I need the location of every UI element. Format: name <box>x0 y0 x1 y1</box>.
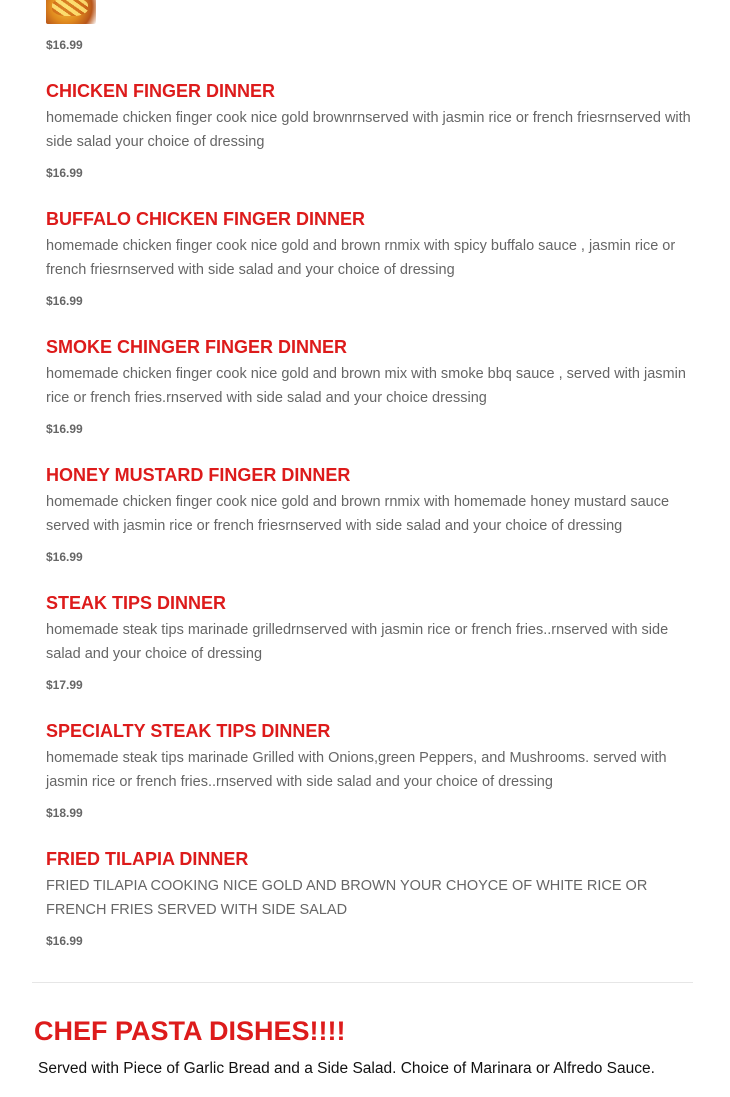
item-price: $16.99 <box>46 38 83 52</box>
menu-item[interactable] <box>46 592 692 720</box>
menu-item-price: $16.99 <box>46 166 83 180</box>
menu-item-list <box>46 80 692 976</box>
section-divider <box>32 982 693 983</box>
menu-item-title[interactable]: FRIED TILAPIA DINNER <box>46 849 249 869</box>
menu-item[interactable] <box>46 80 692 208</box>
menu-item-title[interactable]: BUFFALO CHICKEN FINGER DINNER <box>46 209 365 229</box>
menu-item-price: $16.99 <box>46 422 83 436</box>
menu-item-description: homemade steak tips marinade Grilled with Onions,green Peppers, and Mushrooms. served with jasmin rice or french fries..rnserved with side salad and your choice of dressing <box>46 750 667 790</box>
menu-item[interactable] <box>46 720 692 848</box>
menu-item-price: $17.99 <box>46 678 83 692</box>
menu-item-title[interactable]: HONEY MUSTARD FINGER DINNER <box>46 465 351 485</box>
menu-item[interactable] <box>46 848 692 976</box>
top-menu-item-fragment <box>46 0 646 26</box>
menu-item-title[interactable]: SPECIALTY STEAK TIPS DINNER <box>46 721 331 741</box>
menu-item-price: $18.99 <box>46 806 83 820</box>
section-description: Served with Piece of Garlic Bread and a Side Salad. Choice of Marinara or Alfredo Sauce. <box>38 1060 655 1077</box>
menu-item-price: $16.99 <box>46 294 83 308</box>
menu-item-title[interactable]: SMOKE CHINGER FINGER DINNER <box>46 337 348 357</box>
menu-item-description: homemade steak tips marinade grilledrnserved with jasmin rice or french fries..rnserved with side salad and your choice of dressing <box>46 622 669 662</box>
menu-item-price: $16.99 <box>46 934 83 948</box>
menu-item-price: $16.99 <box>46 550 83 564</box>
menu-item[interactable] <box>46 464 692 592</box>
menu-item-title[interactable]: STEAK TIPS DINNER <box>46 593 227 613</box>
menu-item-title[interactable]: CHICKEN FINGER DINNER <box>46 81 276 101</box>
menu-item-description: homemade chicken finger cook nice gold and brown rnmix with homemade honey mustard sauce served with jasmin rice or french friesrnserved with side salad and your choice of dressing <box>46 494 670 534</box>
food-photo-thumbnail[interactable] <box>46 0 96 24</box>
menu-item[interactable] <box>46 336 692 464</box>
menu-item-description: homemade chicken finger cook nice gold brownrnserved with jasmin rice or french friesrnserved with side salad your choice of dressing <box>46 110 691 150</box>
menu-item-description: homemade chicken finger cook nice gold and brown rnmix with spicy buffalo sauce , jasmin rice or french friesrnserved with side salad and your choice of dressing <box>46 238 676 278</box>
menu-item-description: homemade chicken finger cook nice gold and brown mix with smoke bbq sauce , served with jasmin rice or french fries.rnserved with side salad and your choice dressing <box>46 366 686 406</box>
section-title: CHEF PASTA DISHES!!!! <box>34 1016 346 1046</box>
menu-item[interactable] <box>46 208 692 336</box>
menu-item-description: FRIED TILAPIA COOKING NICE GOLD AND BROWN YOUR CHOYCE OF WHITE RICE OR FRENCH FRIES SERVED WITH SIDE SALAD <box>46 878 648 918</box>
